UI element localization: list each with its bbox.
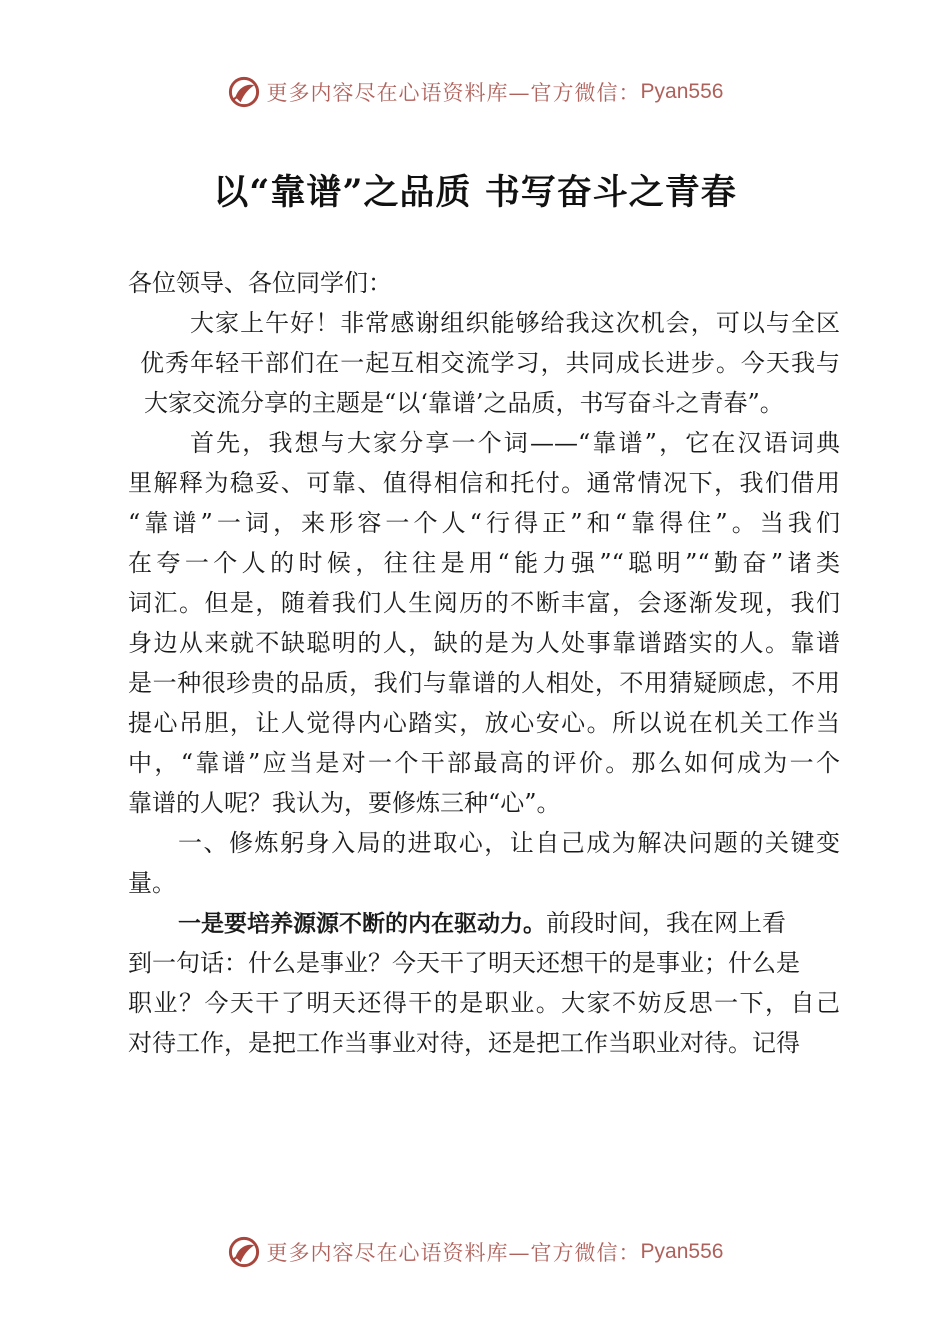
bold-paragraph-first-line (128, 903, 840, 943)
paragraph-line: 提心吊胆，让人觉得内心踏实，放心安心。所以说在机关工作当 (128, 709, 840, 737)
paragraph-line: 大家上午好！非常感谢组织能够给我这次机会，可以与全区 (190, 309, 840, 337)
section-heading-line: 量。 (128, 869, 176, 897)
banner-text: 更多内容尽在心语资料库—官方微信： (266, 1241, 641, 1265)
paragraph-line: 到一句话：什么是事业？今天干了明天还想干的是事业；什么是 (128, 949, 800, 977)
bold-para-rest-text: 前段时间，我在网上看 (546, 909, 786, 937)
salutation: 各位领导、各位同学们： (128, 269, 392, 297)
paragraph-line: 优秀年轻干部们在一起互相交流学习，共同成长进步。今天我与 (140, 349, 840, 377)
brand-logo-icon (227, 1235, 261, 1269)
brand-logo-icon (227, 75, 261, 109)
paragraph-line: 职业？今天干了明天还得干的是职业。大家不妨反思一下，自己 (128, 989, 840, 1017)
paragraph-line: 中，“靠谱”应当是对一个干部最高的评价。那么如何成为一个 (128, 749, 840, 777)
paragraph-line: 是一种很珍贵的品质，我们与靠谱的人相处，不用猜疑顾虑，不用 (128, 669, 840, 697)
paragraph-line: “靠谱”一词，来形容一个人“行得正”和“靠得住”。当我们 (128, 509, 840, 537)
banner-text: 更多内容尽在心语资料库—官方微信： (266, 81, 641, 105)
paragraph-line: 词汇。但是，随着我们人生阅历的不断丰富，会逐渐发现，我们 (128, 589, 840, 617)
paragraph-line: 在夸一个人的时候，往往是用“能力强”“聪明”“勤奋”诸类 (128, 549, 840, 577)
banner-wechat-id: Pyan556 (640, 80, 724, 103)
banner-wechat-id: Pyan556 (640, 1240, 724, 1263)
document-body (128, 263, 840, 1063)
bold-lead-text: 一是要培养源源不断的内在驱动力。 (178, 911, 546, 937)
paragraph-line: 对待工作，是把工作当事业对待，还是把工作当职业对待。记得 (128, 1029, 800, 1057)
paragraph-line: 大家交流分享的主题是“以‘靠谱’之品质，书写奋斗之青春”。 (144, 389, 784, 417)
document-title: 以“靠谱”之品质 书写奋斗之青春 (213, 172, 737, 213)
paragraph-line: 里解释为稳妥、可靠、值得相信和托付。通常情况下，我们借用 (128, 469, 840, 497)
paragraph-line: 首先，我想与大家分享一个词——“靠谱”，它在汉语词典 (190, 429, 840, 457)
section-heading-line: 一、修炼躬身入局的进取心，让自己成为解决问题的关键变 (178, 829, 840, 857)
header-banner (0, 72, 950, 112)
paragraph-line: 身边从来就不缺聪明的人，缺的是为人处事靠谱踏实的人。靠谱 (128, 629, 840, 657)
paragraph-line: 靠谱的人呢？我认为，要修炼三种“心”。 (128, 789, 561, 817)
footer-banner (0, 1232, 950, 1272)
